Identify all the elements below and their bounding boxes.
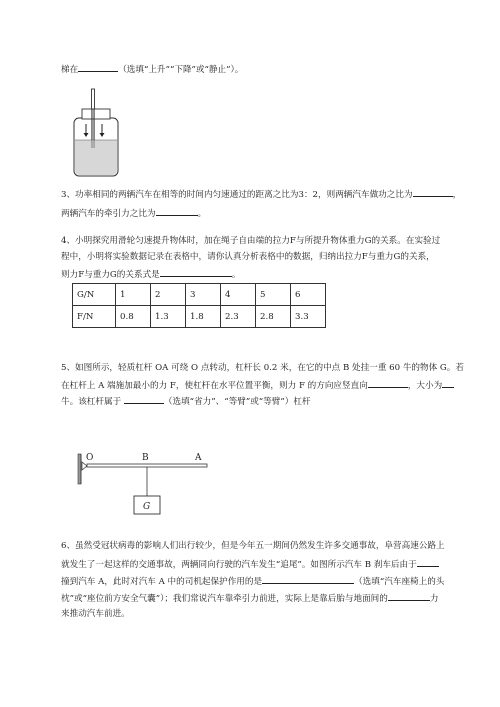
answer-blank[interactable] (78, 62, 118, 72)
q6-text: 撞到汽车 A，此时对汽车 A 中的司机起保护作用的是 (61, 577, 263, 587)
answer-blank[interactable] (124, 394, 164, 404)
q4-line2: 程中，小明将实验数据记录在表格中，请你认真分析表格中的数据，归纳出拉力F与重力G的关系， (61, 252, 435, 262)
table-cell: 3.3 (291, 306, 326, 328)
q5-line3 (61, 394, 311, 408)
table-cell: 1.3 (151, 306, 186, 328)
q6-text: （选填“汽车座椅上的头 (354, 577, 445, 587)
table-cell: 1.8 (186, 306, 221, 328)
answer-blank[interactable] (388, 591, 430, 601)
data-table (72, 283, 326, 328)
q4-text: 。 (231, 270, 241, 280)
bottle-figure (72, 88, 122, 178)
table-cell: 3 (186, 284, 221, 306)
table-cell: F/N (73, 306, 116, 328)
q3-text: 。 (197, 209, 207, 219)
q6-line5: 来推动汽车前进。 (61, 609, 130, 619)
q3-text: 两辆汽车的牵引力之比为 (61, 209, 156, 219)
table-cell: 2 (151, 284, 186, 306)
answer-blank[interactable] (442, 378, 454, 388)
table-cell: 0.8 (116, 306, 151, 328)
q-prev-line (61, 62, 243, 76)
table-row (73, 284, 326, 306)
table-cell: 1 (116, 284, 151, 306)
q6-line2 (61, 557, 439, 571)
answer-blank[interactable] (417, 557, 439, 567)
answer-blank[interactable] (413, 187, 453, 197)
q5-text: 在杠杆上 A 端施加最小的力 F，使杠杆在水平位置平衡，则力 F 的方向应竖直向 (61, 381, 368, 391)
table-cell: 4 (221, 284, 256, 306)
table-cell: G/N (73, 284, 116, 306)
answer-blank[interactable] (160, 267, 232, 277)
q3-text: 3、功率相同的两辆汽车在相等的时间内匀速通过的距离之比为3：2，则两辆汽车做功之比为 (61, 190, 413, 200)
q4-line1: 4、小明探究用滑轮匀速提升物体时，加在绳子自由端的拉力F与所提升物体重力G的关系。在实验过 (61, 236, 441, 246)
q5-text: （选填“省力”、“等臂”或“等臂”）杠杆 (163, 397, 311, 407)
table-cell: 2.3 (221, 306, 256, 328)
label-g: G (143, 502, 151, 512)
q5-text: 牛。该杠杆属于 (61, 397, 124, 407)
q4-text: 则力F与重力G的关系式是 (61, 270, 160, 280)
q3-line2 (61, 206, 206, 220)
table-cell: 6 (291, 284, 326, 306)
q6-line3 (61, 574, 444, 588)
q6-line1: 6、虽然受冠状病毒的影响人们出行较少，但是今年五一期间仍然发生许多交通事故，阜营高速公路上 (61, 541, 445, 551)
label-a: A (195, 453, 202, 463)
table-cell: 5 (256, 284, 291, 306)
q3-line1 (61, 187, 461, 201)
table-row (73, 306, 326, 328)
q-prev-text: 梯在 (61, 65, 79, 75)
label-o: O (86, 453, 94, 463)
q6-line4 (61, 591, 438, 605)
q3-text: ， (452, 190, 462, 200)
label-b: B (142, 453, 149, 463)
q6-text: 力 (429, 594, 439, 604)
table-cell: 2.8 (256, 306, 291, 328)
answer-blank[interactable] (156, 206, 198, 216)
q5-line2 (61, 378, 454, 392)
q6-text: 枕”或“座位前方安全气囊”）；我们常说汽车靠牵引力前进，实际上是靠后胎与地面间的 (61, 594, 388, 604)
q5-line1: 5、如图所示，轻质杠杆 OA 可绕 O 点转动，杠杆长 0.2 米，在它的中点 B 处挂一重 60 牛的物体 G。若 (61, 363, 464, 373)
q4-line3 (61, 267, 240, 281)
answer-blank[interactable] (368, 378, 408, 388)
lever-figure (74, 448, 214, 522)
q5-text: ，大小为 (407, 381, 443, 391)
q6-text: 就发生了一起这样的交通事故，两辆同向行驶的汽车发生“追尾”。如图所示汽车 B 刹车后由于 (61, 560, 417, 570)
answer-blank[interactable] (262, 574, 354, 584)
q-prev-text: （选填“上升”“下降”或“静止”）。 (118, 65, 244, 75)
